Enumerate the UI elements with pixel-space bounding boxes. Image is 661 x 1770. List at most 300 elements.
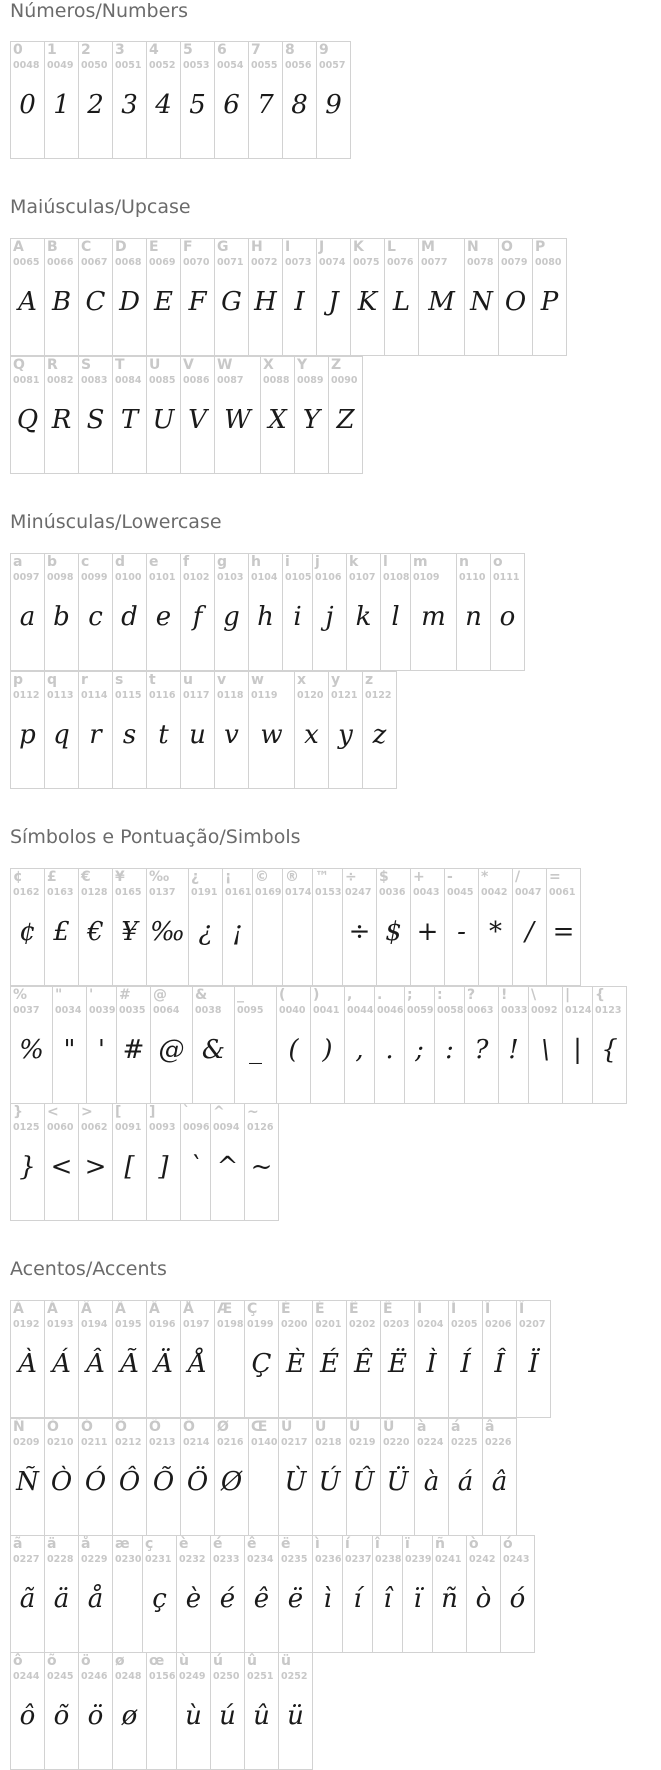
glyph-sample: y: [338, 720, 353, 750]
glyph-cell: [346, 553, 381, 671]
glyph-character-label: Ã: [115, 1301, 126, 1317]
glyph-sample: [: [124, 1152, 135, 1182]
glyph-code-label: 0069: [149, 257, 176, 268]
glyph-character-label: 1: [47, 42, 57, 58]
glyph-sample: ‰: [150, 917, 185, 947]
glyph-code-label: 0110: [459, 572, 486, 583]
glyph-code-label: 0068: [115, 257, 142, 268]
glyph-sample: M: [428, 287, 455, 317]
glyph-sample: ¥: [121, 917, 138, 947]
glyph-sample: Ï: [528, 1349, 539, 1379]
glyph-sample: a: [19, 602, 36, 632]
glyph-character-label: !: [501, 987, 508, 1003]
glyph-character-label: 7: [251, 42, 261, 58]
glyph-cell: [342, 868, 377, 986]
glyph-code-label: 0048: [13, 60, 40, 71]
section-title-accents: Acentos/Accents: [10, 1258, 167, 1280]
glyph-character-label: U: [149, 357, 161, 373]
glyph-cell: [10, 238, 45, 356]
glyph-code-label: 0041: [313, 1005, 340, 1016]
glyph-cell: [282, 868, 313, 986]
glyph-sample: Ù: [284, 1467, 307, 1497]
glyph-code-label: 0231: [145, 1554, 172, 1565]
glyph-sample: x: [304, 720, 319, 750]
glyph-character-label: ¿: [191, 869, 200, 885]
glyph-cell: [516, 1300, 551, 1418]
glyph-sample: 0: [19, 90, 36, 120]
glyph-sample: /: [525, 917, 534, 947]
glyph-cell: [180, 356, 215, 474]
glyph-cell: [180, 1103, 211, 1221]
glyph-cell: [44, 1300, 79, 1418]
glyph-character-label: è: [179, 1536, 189, 1552]
glyph-character-label: ¡: [225, 869, 232, 885]
glyph-code-label: 0137: [149, 887, 176, 898]
glyph-cell: [78, 238, 113, 356]
glyph-sample: L: [392, 287, 411, 317]
glyph-cell: [10, 1535, 45, 1653]
glyph-code-label: 0097: [13, 572, 40, 583]
glyph-cell: [188, 868, 223, 986]
glyph-code-label: 0038: [195, 1005, 222, 1016]
glyph-character-label: ‰: [149, 869, 170, 885]
glyph-code-label: 0080: [535, 257, 562, 268]
glyph-cell: [10, 356, 45, 474]
glyph-cell: [328, 671, 363, 789]
glyph-character-label: :: [437, 987, 443, 1003]
glyph-cell: [10, 986, 53, 1104]
glyph-character-label: ü: [281, 1653, 291, 1669]
glyph-character-label: b: [47, 554, 58, 570]
glyph-character-label: Œ: [251, 1419, 268, 1435]
glyph-sample: r: [89, 720, 102, 750]
glyph-character-label: V: [183, 357, 194, 373]
glyph-character-label: ,: [347, 987, 353, 1003]
glyph-cell: [380, 1418, 415, 1536]
glyph-cell: [112, 671, 147, 789]
glyph-character-label: Ñ: [13, 1419, 25, 1435]
glyph-character-label: (: [279, 987, 286, 1003]
glyph-code-label: 0193: [47, 1319, 74, 1330]
glyph-sample: 2: [87, 90, 104, 120]
glyph-character-label: ": [55, 987, 63, 1003]
glyph-sample: q: [53, 720, 70, 750]
glyph-sample: ¿: [198, 917, 213, 947]
glyph-code-label: 0219: [349, 1437, 376, 1448]
glyph-code-label: 0092: [531, 1005, 558, 1016]
glyph-cell: [384, 238, 419, 356]
glyph-cell: [482, 1300, 517, 1418]
glyph-code-label: 0242: [469, 1554, 496, 1565]
glyph-cell: [478, 868, 513, 986]
glyph-character-label: X: [263, 357, 274, 373]
glyph-character-label: â: [485, 1419, 495, 1435]
glyph-cell: [244, 1652, 279, 1770]
glyph-sample: ú: [219, 1701, 236, 1731]
glyph-cell: [372, 1535, 403, 1653]
glyph-code-label: 0212: [115, 1437, 142, 1448]
glyph-code-label: 0049: [47, 60, 74, 71]
glyph-sample: ù: [185, 1701, 202, 1731]
glyph-character-label: ™: [315, 869, 329, 885]
glyph-character-label: 6: [217, 42, 227, 58]
glyph-character-label: /: [515, 869, 521, 885]
glyph-sample: B: [51, 287, 72, 317]
glyph-sample: Í: [460, 1349, 471, 1379]
glyph-sample: n: [465, 602, 482, 632]
glyph-character-label: ä: [47, 1536, 57, 1552]
glyph-sample: ó: [509, 1584, 526, 1614]
glyph-sample: J: [328, 287, 339, 317]
glyph-sample: Ü: [386, 1467, 409, 1497]
glyph-cell: [78, 1652, 113, 1770]
glyph-character-label: %: [13, 987, 28, 1003]
glyph-code-label: 0074: [319, 257, 346, 268]
glyph-code-label: 0033: [501, 1005, 528, 1016]
glyph-sample: 8: [291, 90, 308, 120]
glyph-cell: [248, 1418, 279, 1536]
glyph-character-label: õ: [47, 1653, 57, 1669]
glyph-code-label: 0107: [349, 572, 376, 583]
glyph-cell: [44, 356, 79, 474]
glyph-character-label: h: [251, 554, 261, 570]
glyph-cell: [248, 238, 283, 356]
glyph-character-label: Ï: [519, 1301, 525, 1317]
glyph-code-label: 0089: [297, 375, 324, 386]
glyph-cell: [432, 1535, 467, 1653]
glyph-cell: [316, 238, 351, 356]
glyph-cell: [260, 356, 295, 474]
glyph-sample: ï: [413, 1584, 422, 1614]
glyph-sample: R: [51, 405, 72, 435]
glyph-cell: [112, 41, 147, 159]
glyph-code-label: 0064: [153, 1005, 180, 1016]
glyph-character-label: Ä: [149, 1301, 160, 1317]
glyph-cell: [350, 238, 385, 356]
glyph-cell: [234, 986, 277, 1104]
glyph-code-label: 0210: [47, 1437, 74, 1448]
glyph-sample: Ø: [220, 1467, 243, 1497]
glyph-character-label: £: [47, 869, 57, 885]
glyph-sample: ,: [355, 1035, 364, 1065]
glyph-code-label: 0034: [55, 1005, 82, 1016]
glyph-character-label: .: [377, 987, 383, 1003]
glyph-sample: ò: [475, 1584, 492, 1614]
glyph-cell: [312, 1535, 343, 1653]
glyph-character-label: a: [13, 554, 23, 570]
glyph-code-label: 0225: [451, 1437, 478, 1448]
glyph-cell: [112, 238, 147, 356]
glyph-cell: [44, 41, 79, 159]
glyph-sample: ;: [415, 1035, 424, 1065]
glyph-cell: [146, 356, 181, 474]
glyph-cell: [482, 1418, 517, 1536]
glyph-code-label: 0071: [217, 257, 244, 268]
glyph-cell: [380, 1300, 415, 1418]
glyph-cell: [146, 671, 181, 789]
glyph-character-label: m: [413, 554, 428, 570]
glyph-code-label: 0084: [115, 375, 142, 386]
glyph-cell: [498, 986, 529, 1104]
glyph-code-label: 0213: [149, 1437, 176, 1448]
glyph-code-label: 0207: [519, 1319, 546, 1330]
glyph-sample: f: [192, 602, 203, 632]
glyph-cell: [112, 1652, 147, 1770]
glyph-code-label: 0045: [447, 887, 474, 898]
glyph-sample: Ò: [50, 1467, 73, 1497]
glyph-code-label: 0211: [81, 1437, 108, 1448]
glyph-character-label: &: [195, 987, 208, 1003]
glyph-character-label: ã: [13, 1536, 23, 1552]
glyph-sample: à: [423, 1467, 440, 1497]
glyph-code-label: 0060: [47, 1122, 74, 1133]
glyph-cell: [448, 1300, 483, 1418]
glyph-sample: .: [385, 1035, 394, 1065]
glyph-sample: 7: [257, 90, 274, 120]
glyph-cell: [282, 41, 317, 159]
glyph-sample: d: [121, 602, 138, 632]
glyph-sample: *: [489, 917, 502, 947]
glyph-cell: [214, 238, 249, 356]
glyph-code-label: 0209: [13, 1437, 40, 1448]
glyph-sample: (: [288, 1035, 299, 1065]
glyph-character-label: w: [251, 672, 264, 688]
glyph-character-label: à: [417, 1419, 427, 1435]
glyph-character-label: [: [115, 1104, 122, 1120]
glyph-character-label: l: [383, 554, 388, 570]
glyph-character-label: C: [81, 239, 92, 255]
glyph-character-label: Â: [81, 1301, 92, 1317]
glyph-sample: _: [249, 1035, 262, 1065]
glyph-character-label: O: [501, 239, 513, 255]
glyph-code-label: 0206: [485, 1319, 512, 1330]
glyph-character-label: g: [217, 554, 228, 570]
glyph-sample: Å: [188, 1349, 207, 1379]
glyph-character-label: Ö: [183, 1419, 195, 1435]
glyph-code-label: 0053: [183, 60, 210, 71]
glyph-character-label: Y: [297, 357, 308, 373]
glyph-cell: [244, 1300, 279, 1418]
glyph-character-label: È: [281, 1301, 291, 1317]
glyph-cell: [210, 1652, 245, 1770]
glyph-character-label: Õ: [149, 1419, 161, 1435]
glyph-sample: =: [552, 917, 575, 947]
glyph-cell: [328, 356, 363, 474]
glyph-code-label: 0052: [149, 60, 176, 71]
glyph-sample: á: [457, 1467, 474, 1497]
glyph-code-label: 0056: [285, 60, 312, 71]
glyph-code-label: 0065: [13, 257, 40, 268]
glyph-character-label: H: [251, 239, 263, 255]
glyph-code-label: 0103: [217, 572, 244, 583]
glyph-cell: [310, 986, 345, 1104]
glyph-code-label: 0099: [81, 572, 108, 583]
glyph-code-label: 0202: [349, 1319, 376, 1330]
glyph-character-label: ô: [13, 1653, 23, 1669]
glyph-cell: [78, 553, 113, 671]
glyph-cell: [282, 238, 317, 356]
glyph-sample: A: [18, 287, 37, 317]
glyph-character-label: ò: [469, 1536, 479, 1552]
glyph-sample: e: [155, 602, 172, 632]
glyph-code-label: 0162: [13, 887, 40, 898]
glyph-character-label: ì: [315, 1536, 320, 1552]
glyph-character-label: Z: [331, 357, 342, 373]
glyph-code-label: 0054: [217, 60, 244, 71]
glyph-cell: [78, 1103, 113, 1221]
glyph-character-label: M: [421, 239, 435, 255]
glyph-cell: [562, 986, 593, 1104]
glyph-code-label: 0235: [281, 1554, 308, 1565]
glyph-code-label: 0119: [251, 690, 278, 701]
glyph-code-label: 0199: [247, 1319, 274, 1330]
glyph-sample: g: [223, 602, 240, 632]
glyph-code-label: 0091: [115, 1122, 142, 1133]
glyph-character-label: <: [47, 1104, 59, 1120]
glyph-character-label: û: [247, 1653, 257, 1669]
glyph-sample: ü: [287, 1701, 304, 1731]
glyph-cell: [146, 1103, 181, 1221]
glyph-sample: â: [491, 1467, 508, 1497]
glyph-code-label: 0095: [237, 1005, 264, 1016]
glyph-sample: É: [320, 1349, 339, 1379]
glyph-code-label: 0078: [467, 257, 494, 268]
glyph-sample: G: [221, 287, 242, 317]
glyph-code-label: 0121: [331, 690, 358, 701]
glyph-cell: [282, 553, 313, 671]
glyph-cell: [180, 1300, 215, 1418]
glyph-code-label: 0230: [115, 1554, 142, 1565]
glyph-code-label: 0072: [251, 257, 278, 268]
glyph-code-label: 0191: [191, 887, 218, 898]
glyph-cell: [10, 1418, 45, 1536]
glyph-cell: [146, 868, 189, 986]
glyph-character-label: @: [153, 987, 167, 1003]
glyph-sample: E: [154, 287, 173, 317]
glyph-sample: ": [63, 1035, 76, 1065]
glyph-code-label: 0077: [421, 257, 448, 268]
glyph-code-label: 0251: [247, 1671, 274, 1682]
glyph-code-label: 0224: [417, 1437, 444, 1448]
glyph-cell: [146, 41, 181, 159]
glyph-code-label: 0204: [417, 1319, 444, 1330]
glyph-sample: ?: [474, 1035, 489, 1065]
glyph-cell: [10, 41, 45, 159]
glyph-sample: ^: [216, 1152, 239, 1182]
glyph-cell: [294, 671, 329, 789]
glyph-character-label: å: [81, 1536, 91, 1552]
glyph-cell: [244, 1535, 279, 1653]
glyph-character-label: ó: [503, 1536, 513, 1552]
glyph-sample: ä: [53, 1584, 70, 1614]
glyph-code-label: 0233: [213, 1554, 240, 1565]
glyph-sample: m: [421, 602, 446, 632]
glyph-sample: V: [188, 405, 207, 435]
glyph-character-label: ®: [285, 869, 299, 885]
glyph-code-label: 0114: [81, 690, 108, 701]
glyph-character-label: Ê: [349, 1301, 359, 1317]
glyph-cell: [112, 1418, 147, 1536]
glyph-cell: [176, 1652, 211, 1770]
glyph-code-label: 0076: [387, 257, 414, 268]
glyph-sample: õ: [53, 1701, 70, 1731]
glyph-character-label: 8: [285, 42, 295, 58]
glyph-sample: b: [53, 602, 70, 632]
glyph-cell: [464, 238, 499, 356]
glyph-sample: ¢: [19, 917, 36, 947]
glyph-code-label: 0100: [115, 572, 142, 583]
glyph-character-label: æ: [115, 1536, 130, 1552]
glyph-cell: [180, 238, 215, 356]
glyph-character-label: ©: [255, 869, 269, 885]
glyph-code-label: 0200: [281, 1319, 308, 1330]
glyph-sample: >: [84, 1152, 107, 1182]
glyph-character-label: À: [13, 1301, 24, 1317]
glyph-sample: ): [322, 1035, 333, 1065]
glyph-character-label: Å: [183, 1301, 194, 1317]
glyph-sample: Ñ: [16, 1467, 39, 1497]
glyph-character-label: Í: [451, 1301, 457, 1317]
glyph-cell: [252, 868, 283, 986]
glyph-character-label: œ: [149, 1653, 165, 1669]
glyph-character-label: Ù: [281, 1419, 293, 1435]
glyph-character-label: r: [81, 672, 88, 688]
glyph-sample: 4: [155, 90, 172, 120]
glyph-cell: [112, 868, 147, 986]
glyph-sample: 9: [325, 90, 342, 120]
glyph-cell: [112, 1535, 143, 1653]
glyph-character-label: ?: [467, 987, 476, 1003]
glyph-sample: 1: [53, 90, 70, 120]
glyph-character-label: í: [345, 1536, 350, 1552]
glyph-sample: ~: [250, 1152, 273, 1182]
glyph-code-label: 0216: [217, 1437, 244, 1448]
glyph-cell: [214, 671, 249, 789]
glyph-sample: &: [201, 1035, 226, 1065]
glyph-code-label: 0140: [251, 1437, 278, 1448]
glyph-sample: Õ: [152, 1467, 175, 1497]
glyph-code-label: 0117: [183, 690, 210, 701]
glyph-code-label: 0214: [183, 1437, 210, 1448]
glyph-cell: [344, 986, 375, 1104]
glyph-sample: ã: [19, 1584, 36, 1614]
glyph-sample: #: [122, 1035, 145, 1065]
glyph-character-label: N: [467, 239, 479, 255]
glyph-code-label: 0073: [285, 257, 312, 268]
glyph-code-label: 0232: [179, 1554, 206, 1565]
glyph-cell: [456, 553, 491, 671]
glyph-character-label: ÷: [345, 869, 357, 885]
glyph-code-label: 0197: [183, 1319, 210, 1330]
glyph-cell: [312, 1300, 347, 1418]
glyph-code-label: 0120: [297, 690, 324, 701]
glyph-code-label: 0098: [47, 572, 74, 583]
glyph-sample: î: [383, 1584, 392, 1614]
glyph-cell: [210, 1103, 245, 1221]
glyph-sample: k: [355, 602, 372, 632]
glyph-sample: l: [391, 602, 400, 632]
glyph-cell: [116, 986, 151, 1104]
glyph-sample: Û: [352, 1467, 375, 1497]
glyph-code-label: 0249: [179, 1671, 206, 1682]
glyph-cell: [44, 1103, 79, 1221]
glyph-sample: Ö: [186, 1467, 209, 1497]
glyph-code-label: 0239: [405, 1554, 432, 1565]
glyph-sample: !: [508, 1035, 519, 1065]
glyph-cell: [44, 1652, 79, 1770]
glyph-sample: {: [601, 1035, 618, 1065]
glyph-cell: [410, 553, 457, 671]
